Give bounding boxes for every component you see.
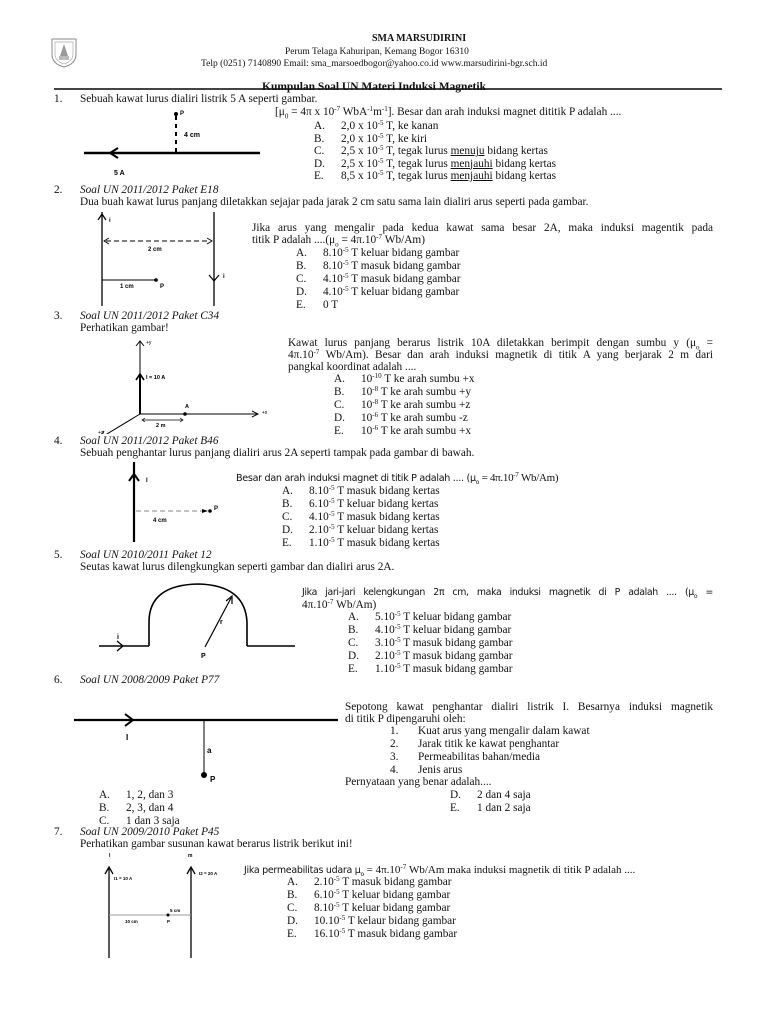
- svg-text:I: I: [126, 733, 129, 742]
- svg-text:P: P: [210, 775, 216, 784]
- option-d[interactable]: D. $2.10^{-5}$ T masuk bidang gambar: [348, 649, 513, 662]
- answer-options-left: [99, 789, 180, 827]
- figure-parallel-wires: [90, 208, 230, 308]
- question-number: 6.: [54, 674, 63, 686]
- svg-text:I: I: [109, 853, 111, 859]
- option-d[interactable]: D. 2 dan 4 saja: [450, 789, 531, 801]
- answer-options: [282, 485, 440, 549]
- answer-options: [348, 611, 513, 675]
- question-number: 4.: [54, 435, 63, 447]
- question-source: Soal UN 2009/2010 Paket P45: [80, 826, 220, 838]
- question-stem-3: pangkal koordinat adalah ....: [288, 361, 417, 373]
- option-e[interactable]: E. 8,5 x $10^{-5}$ T, tegak lurus menjauhi bidang kertas: [314, 169, 557, 182]
- option-c[interactable]: C. $10^{-8}$ T ke arah sumbu +z: [334, 398, 471, 411]
- factor-item: 2. Jarak titik ke kawat penghantar: [390, 738, 560, 750]
- question-stem-2: $4\pi.10^{-7}$ Wb/Am): [302, 598, 377, 611]
- figure-curved-wire: [95, 582, 300, 662]
- option-b[interactable]: B. $4.10^{-5}$ T keluar bidang gambar: [348, 623, 512, 636]
- question-number: 2.: [54, 184, 63, 196]
- answer-options: [287, 876, 457, 940]
- answer-options: [296, 247, 461, 311]
- svg-text:i: i: [223, 274, 225, 280]
- svg-text:r: r: [220, 619, 223, 626]
- svg-text:+y: +y: [146, 340, 152, 346]
- option-a[interactable]: A. $10^{-10}$ T ke arah sumbu +x: [334, 372, 475, 385]
- constant-statement: [$\mu_0 = 4\pi$ x $10^{-7}$ $WbA^{-1}m^{-1}$]. Besar dan arah induksi magnet dititik P adalah ....: [275, 105, 622, 121]
- question-number: 1.: [54, 93, 63, 105]
- svg-text:5 A: 5 A: [114, 170, 125, 177]
- option-b[interactable]: B. $6.10^{-5}$ T keluar bidang gambar: [287, 888, 451, 901]
- svg-text:P: P: [160, 284, 165, 290]
- svg-text:4 cm: 4 cm: [184, 132, 200, 139]
- option-e[interactable]: E. 1 dan 2 saja: [450, 802, 531, 814]
- svg-text:I = 10 A: I = 10 A: [146, 375, 166, 381]
- school-crest-icon: [50, 36, 78, 68]
- figure-two-wires: [95, 850, 245, 960]
- question-stem-2: di titik P dipengaruhi oleh:: [345, 713, 466, 725]
- svg-text:1 cm: 1 cm: [120, 284, 134, 290]
- option-b[interactable]: B. $6.10^{-5}$ T keluar bidang kertas: [282, 497, 439, 510]
- option-b[interactable]: B. 2,0 x $10^{-5}$ T, ke kiri: [314, 131, 428, 145]
- question-stem-2: $4\pi.10^{-7}$ Wb/Am). Besar dan arah induksi magnetik di titik A yang berjarak 2 m dari: [288, 348, 713, 361]
- option-e[interactable]: E. $10^{-6}$ T ke arah sumbu +x: [334, 424, 472, 437]
- factor-list: [390, 725, 590, 776]
- question-stem: Besar dan arah induksi magnet di titik P adalah .... ($\mu_o = 4\pi.10^{-7}$ Wb/Am): [236, 471, 559, 486]
- option-c[interactable]: C. 1 dan 3 saja: [99, 815, 180, 827]
- question-number: 7.: [54, 826, 63, 838]
- option-a[interactable]: A. $8.10^{-5}$ T keluar bidang gambar: [296, 246, 460, 259]
- svg-text:4 cm: 4 cm: [153, 518, 167, 524]
- svg-text:I: I: [146, 478, 148, 484]
- svg-text:P: P: [167, 919, 171, 924]
- option-a[interactable]: A. 2,0 x $10^{-5}$ T, ke kanan: [314, 119, 439, 132]
- question-source: Soal UN 2011/2012 Paket B46: [80, 435, 219, 447]
- figure-3d-axes: [90, 334, 280, 434]
- option-a[interactable]: A. $5.10^{-5}$ T keluar bidang gambar: [348, 610, 512, 623]
- question-stem: Jika jari-jari kelengkungan 2π cm, maka induksi magnetik di P adalah .... ($\mu_o$ =: [302, 587, 713, 600]
- question-intro: Sebuah penghantar lurus panjang dialiri arus 2A seperti tampak pada gambar di bawah.: [80, 447, 475, 459]
- question-stem: Sepotong kawat penghantar dialiri listrik I. Besarnya induksi magnetik: [345, 701, 713, 713]
- question-source: Soal UN 2011/2012 Paket C34: [80, 310, 220, 322]
- svg-text:i: i: [117, 634, 119, 641]
- option-a[interactable]: A. 1, 2, dan 3: [99, 789, 174, 801]
- option-d[interactable]: D. $4.10^{-5}$ T keluar bidang gambar: [296, 285, 460, 298]
- factor-item: 1. Kuat arus yang mengalir dalam kawat: [390, 725, 590, 737]
- factor-item: 4. Jenis arus: [390, 764, 463, 776]
- document-title: Kumpulan Soal UN Materi Induksi Magnetik: [262, 81, 486, 93]
- svg-text:2 m: 2 m: [156, 423, 166, 429]
- question-intro: Perhatikan gambar susunan kawat berarus listrik berikut ini!: [80, 838, 353, 850]
- option-e[interactable]: E. $1.10^{-5}$ T masuk bidang kertas: [282, 536, 440, 549]
- svg-text:P: P: [201, 653, 206, 660]
- figure-single-wire: [110, 460, 230, 545]
- question-source: Soal UN 2011/2012 Paket E18: [80, 184, 219, 196]
- option-d[interactable]: D. $10^{-6}$ T ke arah sumbu -z: [334, 411, 468, 424]
- option-c[interactable]: C. $8.10^{-5}$ T keluar bidang gambar: [287, 901, 451, 914]
- question-stem: Kawat lurus panjang berarus listrik 10A diletakkan berimpit dengan sumbu y ($\mu_o$ =: [288, 337, 713, 352]
- question-intro: Dua buah kawat lurus panjang diletakkan sejajar pada jarak 2 cm satu sama lain dialiri arus seperti pada gambar.: [80, 196, 589, 208]
- question-stem-constant: titik P adalah $....(\mu_o = 4\pi.10^{-7}$ Wb/Am): [252, 233, 425, 249]
- answer-options: [334, 373, 475, 437]
- option-d[interactable]: D. $2.10^{-5}$ T keluar bidang kertas: [282, 523, 439, 536]
- question-number: 3.: [54, 310, 63, 322]
- svg-text:a: a: [207, 746, 212, 755]
- question-prompt: Pernyataan yang benar adalah....: [345, 776, 492, 788]
- option-d[interactable]: D. 2,5 x $10^{-5}$ T, tegak lurus menjauhi bidang kertas: [314, 156, 557, 170]
- svg-text:P: P: [214, 506, 219, 512]
- school-name: SMA MARSUDIRINI: [372, 33, 467, 44]
- svg-text:+z: +z: [98, 430, 104, 434]
- answer-options: [314, 120, 556, 182]
- question-text: Sebuah kawat lurus dialiri listrik 5 A seperti gambar.: [80, 93, 318, 105]
- option-e[interactable]: E. 0 T: [296, 299, 339, 311]
- svg-text:2 cm: 2 cm: [148, 247, 162, 253]
- option-e[interactable]: E. $16.10^{-5}$ T masuk bidang gambar: [287, 927, 458, 940]
- figure-straight-wire: [80, 108, 270, 183]
- option-d[interactable]: D. $10.10^{-5}$ T kelaur bidang gambar: [287, 914, 456, 927]
- factor-item: 3. Permeabilitas bahan/media: [390, 751, 541, 763]
- option-c[interactable]: C. $4.10^{-5}$ T masuk bidang gambar: [296, 272, 461, 285]
- svg-text:I1 = 10 A: I1 = 10 A: [114, 876, 133, 881]
- option-c[interactable]: C. $4.10^{-5}$ T masuk bidang kertas: [282, 510, 440, 523]
- question-stem: Jika arus yang mengalir pada kedua kawat sama besar 2A, maka induksi magentik pada: [252, 222, 713, 234]
- question-intro: Seutas kawat lurus dilengkungkan seperti gambar dan dialiri arus 2A.: [80, 561, 395, 573]
- question-intro: Perhatikan gambar!: [80, 322, 169, 334]
- svg-text:10 cm: 10 cm: [125, 919, 138, 924]
- question-number: 5.: [54, 549, 63, 561]
- svg-text:5 cm: 5 cm: [170, 908, 181, 913]
- svg-text:+x: +x: [262, 410, 268, 416]
- svg-text:A: A: [185, 404, 189, 410]
- option-c[interactable]: C. 2,5 x $10^{-5}$ T, tegak lurus menuju bidang kertas: [314, 144, 548, 157]
- answer-options-right: [450, 789, 531, 814]
- option-b[interactable]: B. 2, 3, dan 4: [99, 802, 174, 814]
- school-contact: Telp (0251) 7140890 Email: sma_marsoedbogor@yahoo.co.id www.marsudirini-bgr.sch.id: [201, 59, 548, 69]
- option-c[interactable]: C. $3.10^{-5}$ T masuk bidang gambar: [348, 636, 513, 649]
- svg-text:I2 = 20 A: I2 = 20 A: [199, 871, 218, 876]
- svg-text:i: i: [109, 218, 111, 224]
- figure-wire-point: [70, 708, 340, 788]
- svg-text:P: P: [180, 111, 185, 117]
- option-e[interactable]: E. $1.10^{-5}$ T masuk bidang gambar: [348, 662, 513, 675]
- option-b[interactable]: B. $8.10^{-5}$ T masuk bidang gambar: [296, 259, 461, 272]
- school-address: Perum Telaga Kahuripan, Kemang Bogor 16310: [285, 47, 469, 57]
- svg-text:m: m: [188, 853, 193, 859]
- question-stem: Jika permeabilitas udara $\mu_o = 4\pi.10^{-7}$ Wb/Am maka induksi magnetik di titik P adalah ....: [244, 863, 636, 878]
- option-b[interactable]: B. $10^{-8}$ T ke arah sumbu +y: [334, 385, 472, 398]
- option-a[interactable]: A. $8.10^{-5}$ T masuk bidang kertas: [282, 484, 440, 497]
- question-source: Soal UN 2010/2011 Paket 12: [80, 549, 212, 561]
- option-a[interactable]: A. $2.10^{-5}$ T masuk bidang gambar: [287, 875, 452, 888]
- question-source: Soal UN 2008/2009 Paket P77: [80, 674, 220, 686]
